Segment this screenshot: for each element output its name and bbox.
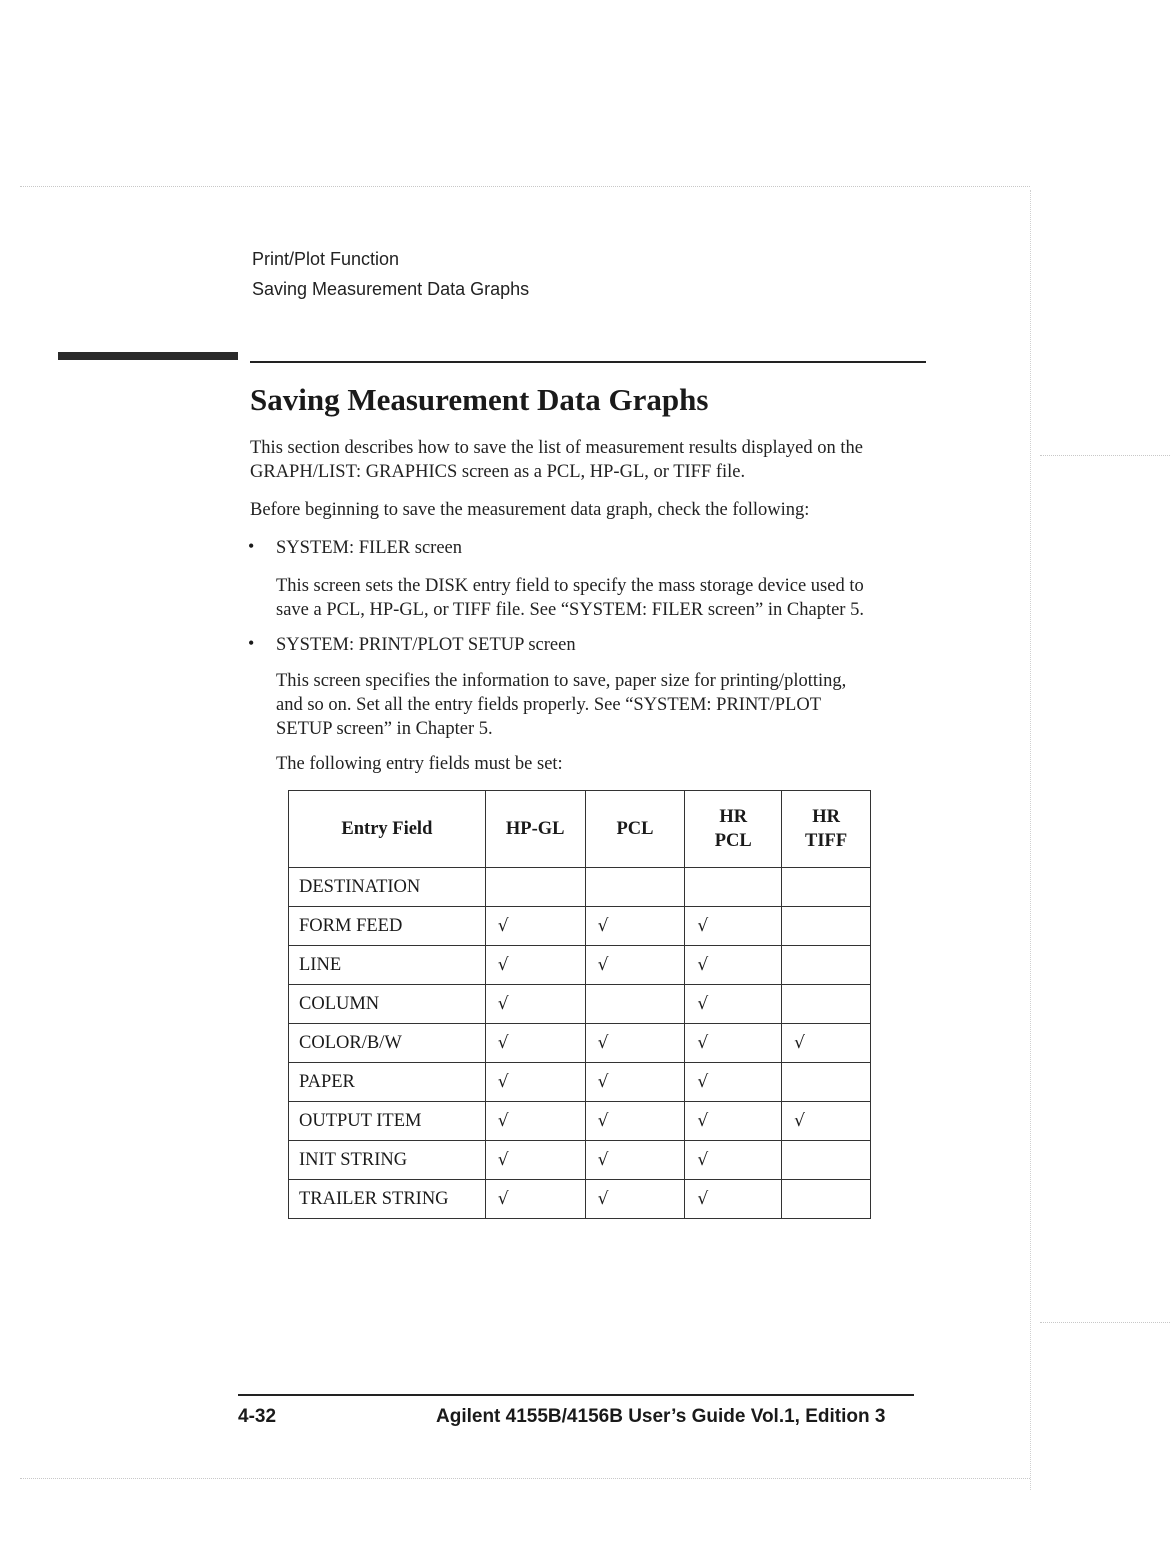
cell-pcl (585, 868, 685, 907)
bullet-heading-printplot: SYSTEM: PRINT/PLOT SETUP screen (276, 635, 576, 655)
page-number: 4-32 (238, 1406, 277, 1427)
header-hpgl: HP-GL (485, 791, 585, 868)
bullet-body-filer-line-2: save a PCL, HP-GL, or TIFF file. See “SYSTEM: FILER screen” in Chapter 5. (276, 600, 864, 620)
cell-hr-pcl: √ (685, 907, 782, 946)
cell-hr-pcl: √ (685, 1180, 782, 1219)
cell-hr-tiff (782, 985, 871, 1024)
intro-paragraph (250, 436, 863, 484)
cell-hr-tiff: √ (782, 1024, 871, 1063)
cell-hr-pcl: √ (685, 985, 782, 1024)
running-header-section: Saving Measurement Data Graphs (252, 279, 530, 299)
table-row (289, 868, 871, 907)
table-row (289, 1180, 871, 1219)
row-field-name: DESTINATION (289, 868, 486, 907)
cell-hpgl (485, 868, 585, 907)
scan-edge-right (1030, 190, 1031, 1490)
table-row (289, 907, 871, 946)
header-hr-pcl-line-2: PCL (714, 831, 752, 851)
row-field-name: COLOR/B/W (289, 1024, 486, 1063)
table-row (289, 985, 871, 1024)
bullet-body-filer (276, 574, 864, 622)
cell-hr-tiff (782, 868, 871, 907)
cell-hr-tiff (782, 1063, 871, 1102)
cell-hr-pcl: √ (685, 1063, 782, 1102)
bullet-body-printplot-line-1: This screen specifies the information to save, paper size for printing/plotting, (276, 671, 847, 691)
header-hr-pcl (685, 791, 782, 868)
running-header (252, 244, 529, 304)
book-title: Agilent 4155B/4156B User’s Guide Vol.1, Edition 3 (436, 1406, 886, 1427)
table-row (289, 1102, 871, 1141)
scan-edge-right-tick-1 (1040, 455, 1170, 456)
cell-hr-tiff (782, 907, 871, 946)
scan-edge-top (20, 186, 1030, 187)
cell-pcl: √ (585, 946, 685, 985)
section-marker-bar (58, 352, 238, 360)
cell-pcl: √ (585, 1180, 685, 1219)
header-entry-field: Entry Field (289, 791, 486, 868)
row-field-name: INIT STRING (289, 1141, 486, 1180)
header-hr-pcl-line-1: HR (719, 807, 748, 827)
row-field-name: TRAILER STRING (289, 1180, 486, 1219)
section-title: Saving Measurement Data Graphs (250, 382, 709, 417)
cell-pcl: √ (585, 1024, 685, 1063)
cell-hpgl: √ (485, 946, 585, 985)
row-field-name: LINE (289, 946, 486, 985)
intro-line-2: GRAPH/LIST: GRAPHICS screen as a PCL, HP-GL, or TIFF file. (250, 462, 746, 482)
bullet-marker-2: • (248, 633, 255, 653)
cell-pcl: √ (585, 1063, 685, 1102)
table-row (289, 1063, 871, 1102)
cell-pcl: √ (585, 907, 685, 946)
running-header-chapter: Print/Plot Function (252, 249, 400, 269)
scan-edge-bottom (20, 1478, 1030, 1479)
cell-hr-pcl: √ (685, 1141, 782, 1180)
bullet-body-printplot (276, 669, 846, 741)
cell-pcl (585, 985, 685, 1024)
cell-hr-tiff (782, 1141, 871, 1180)
row-field-name: FORM FEED (289, 907, 486, 946)
cell-hpgl: √ (485, 1141, 585, 1180)
cell-hpgl: √ (485, 1102, 585, 1141)
intro-line-1: This section describes how to save the list of measurement results displayed on the (250, 438, 863, 458)
bullet-marker-1: • (248, 536, 255, 556)
cell-hpgl: √ (485, 1024, 585, 1063)
cell-hpgl: √ (485, 1063, 585, 1102)
cell-hr-pcl (685, 868, 782, 907)
scan-edge-right-tick-2 (1040, 1322, 1170, 1323)
bullet-body-printplot-line-3: SETUP screen” in Chapter 5. (276, 719, 493, 739)
table-row (289, 946, 871, 985)
row-field-name: PAPER (289, 1063, 486, 1102)
cell-pcl: √ (585, 1102, 685, 1141)
cell-hr-tiff (782, 946, 871, 985)
cell-hr-pcl: √ (685, 1102, 782, 1141)
footer-rule (238, 1394, 914, 1396)
before-paragraph: Before beginning to save the measurement data graph, check the following: (250, 500, 810, 520)
header-hr-tiff-line-1: HR (812, 807, 840, 827)
table-row (289, 1024, 871, 1063)
cell-hr-pcl: √ (685, 946, 782, 985)
cell-hpgl: √ (485, 1180, 585, 1219)
table-intro: The following entry fields must be set: (276, 754, 563, 774)
table-row (289, 1141, 871, 1180)
bullet-body-filer-line-1: This screen sets the DISK entry field to specify the mass storage device used to (276, 576, 864, 596)
table-header-row (289, 791, 871, 868)
header-hr-tiff (782, 791, 871, 868)
cell-hr-tiff: √ (782, 1102, 871, 1141)
header-pcl: PCL (585, 791, 685, 868)
header-hr-tiff-line-2: TIFF (805, 831, 848, 851)
row-field-name: COLUMN (289, 985, 486, 1024)
entry-fields-table (288, 790, 871, 1219)
bullet-body-printplot-line-2: and so on. Set all the entry fields properly. See “SYSTEM: PRINT/PLOT (276, 695, 821, 715)
cell-hr-tiff (782, 1180, 871, 1219)
section-rule (250, 361, 926, 363)
cell-hpgl: √ (485, 907, 585, 946)
cell-hr-pcl: √ (685, 1024, 782, 1063)
bullet-heading-filer: SYSTEM: FILER screen (276, 538, 463, 558)
row-field-name: OUTPUT ITEM (289, 1102, 486, 1141)
cell-hpgl: √ (485, 985, 585, 1024)
cell-pcl: √ (585, 1141, 685, 1180)
